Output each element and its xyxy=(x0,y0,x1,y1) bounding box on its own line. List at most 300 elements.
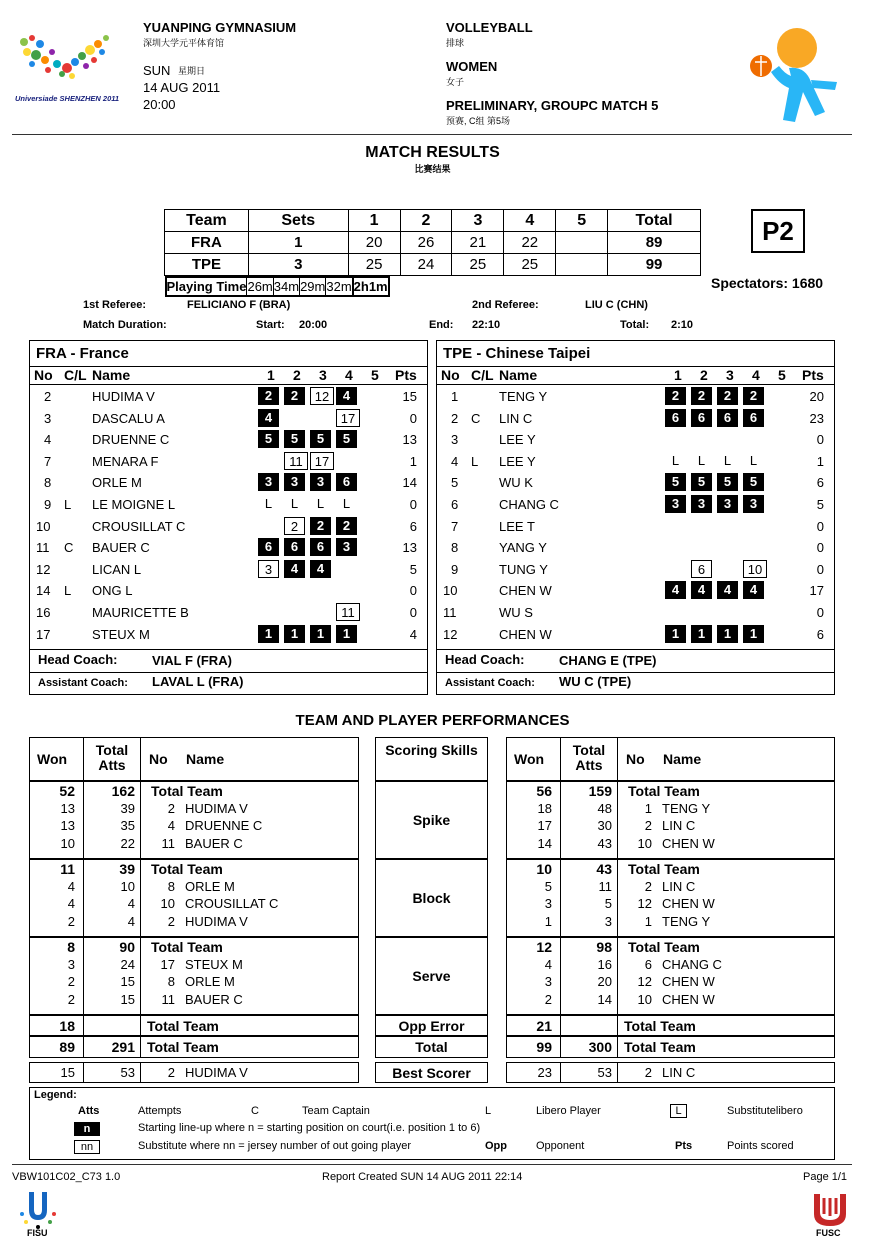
summary-name: Total Team xyxy=(624,1018,696,1034)
col-set5: 5 xyxy=(778,367,786,383)
atts-value: 30 xyxy=(597,818,612,833)
player-row xyxy=(437,516,834,537)
atts-value: 53 xyxy=(120,1065,135,1080)
perf-group xyxy=(29,937,359,1015)
skill-summary-label: Best Scorer xyxy=(392,1065,471,1081)
atts-value: 43 xyxy=(596,861,612,877)
summary-name: Total Team xyxy=(147,1018,219,1034)
atts-value: 43 xyxy=(597,835,612,851)
atts-value: 35 xyxy=(120,818,135,833)
player-pts: 23 xyxy=(809,410,824,426)
player-name-value: STEUX M xyxy=(185,956,243,972)
player-name: YANG Y xyxy=(499,540,547,556)
player-no: 14 xyxy=(36,583,51,599)
won-value: 99 xyxy=(536,1039,552,1055)
won-value: 2 xyxy=(544,991,552,1007)
won-value: 23 xyxy=(537,1065,552,1080)
atts-value: 16 xyxy=(597,956,612,972)
playing-time-set: 32m xyxy=(326,279,352,294)
ref1-label: 1st Referee: xyxy=(83,299,146,311)
won-value: 13 xyxy=(60,818,75,833)
total-team-label: Total Team xyxy=(151,783,223,799)
skill-name: Block xyxy=(412,890,451,906)
player-no-value: 2 xyxy=(167,913,175,929)
score-header-row xyxy=(165,210,701,232)
volleyball-mascot-icon xyxy=(745,22,845,127)
sport-cn: 排球 xyxy=(446,38,465,48)
perf-header-cell xyxy=(83,737,141,781)
player-pts: 1 xyxy=(816,453,824,469)
player-no: 11 xyxy=(443,605,457,620)
header-divider xyxy=(12,134,852,135)
col-set2: 2 xyxy=(293,367,301,383)
end-time: 22:10 xyxy=(472,319,501,331)
score-team: TPE xyxy=(165,254,249,276)
logo-caption: Universiade SHENZHEN 2011 xyxy=(14,94,120,103)
starting-position: 3 xyxy=(717,495,738,513)
head-coach-name: CHANG E (TPE) xyxy=(559,653,657,668)
substitute-box: 11 xyxy=(284,452,308,470)
starting-position: 1 xyxy=(691,625,712,643)
player-no-value: 8 xyxy=(167,974,175,989)
skill-name: Spike xyxy=(412,812,451,828)
atts-value: 14 xyxy=(597,991,612,1007)
team-roster-tpe xyxy=(436,340,835,695)
starting-position: 3 xyxy=(284,473,305,491)
col-set1: 1 xyxy=(267,367,275,383)
won-header: Won xyxy=(514,751,545,767)
player-no: 16 xyxy=(36,605,51,620)
won-value: 56 xyxy=(536,783,552,799)
player-row xyxy=(437,559,834,580)
starting-position: 2 xyxy=(258,387,279,405)
won-value: 4 xyxy=(544,956,552,972)
perf-summary-cell xyxy=(560,1015,618,1036)
player-pts: 0 xyxy=(409,410,417,426)
player-no: 9 xyxy=(44,497,52,512)
player-no-value: 4 xyxy=(167,818,175,833)
player-name-value: CHEN W xyxy=(662,835,715,851)
legend-l: L xyxy=(485,1105,492,1117)
player-name: LEE Y xyxy=(499,453,536,469)
col-set3: 3 xyxy=(319,367,327,383)
player-name: MENARA F xyxy=(92,453,159,469)
player-no: 4 xyxy=(451,453,459,469)
player-name-value: CHEN W xyxy=(662,974,715,989)
player-no-value: 1 xyxy=(644,800,652,816)
score-sets: 1 xyxy=(248,232,348,254)
score-col-set2: 2 xyxy=(400,210,452,232)
player-no: 6 xyxy=(451,497,459,512)
player-pts: 6 xyxy=(816,626,824,642)
won-value: 12 xyxy=(536,939,552,955)
duration-label: Match Duration: xyxy=(83,319,167,331)
score-total: 89 xyxy=(608,232,701,254)
player-name-value: BAUER C xyxy=(185,835,243,851)
atts-value: 15 xyxy=(120,991,135,1007)
head-coach-label: Head Coach: xyxy=(445,652,525,667)
player-pts: 4 xyxy=(409,626,417,642)
starting-position: 3 xyxy=(691,495,712,513)
total-team-label: Total Team xyxy=(151,861,223,877)
won-value: 8 xyxy=(67,939,75,955)
starting-position: 2 xyxy=(284,387,305,405)
starting-position: 1 xyxy=(258,625,279,643)
score-col-total: Total xyxy=(608,210,701,232)
legend-nn: nn xyxy=(74,1140,100,1154)
starting-position: 2 xyxy=(717,387,738,405)
player-name: CHANG C xyxy=(499,497,559,512)
score-sets: 3 xyxy=(248,254,348,276)
day: SUN xyxy=(143,63,171,78)
legend-pts-desc: Points scored xyxy=(727,1140,794,1152)
score-col-team: Team xyxy=(165,210,249,232)
won-value: 2 xyxy=(67,991,75,1007)
total-team-label: Total Team xyxy=(628,939,700,955)
atts-value: 5 xyxy=(604,896,612,911)
won-value: 5 xyxy=(544,878,552,894)
name-header: Name xyxy=(186,751,225,767)
atts-value: 24 xyxy=(120,956,135,972)
player-no: 10 xyxy=(443,583,458,599)
legend-n-desc: Starting line-up where n = starting position on court(i.e. position 1 to 6) xyxy=(138,1122,481,1134)
player-row xyxy=(30,451,427,472)
score-col-set5: 5 xyxy=(556,210,608,232)
venue: YUANPING GYMNASIUM xyxy=(143,20,297,35)
player-row xyxy=(437,472,834,493)
player-name-value: ORLE M xyxy=(185,878,235,894)
player-no-value: 11 xyxy=(161,835,175,851)
legend-title: Legend: xyxy=(34,1089,77,1101)
player-row xyxy=(437,386,834,407)
player-row xyxy=(30,559,427,580)
player-name-value: TENG Y xyxy=(662,913,711,929)
score-table xyxy=(164,209,701,294)
report-badge: P2 xyxy=(751,209,805,253)
player-row xyxy=(30,580,427,601)
player-no-value: 6 xyxy=(644,956,652,972)
perf-summary-row xyxy=(29,1015,359,1036)
starting-position: 2 xyxy=(691,387,712,405)
perf-group-cell xyxy=(83,859,141,937)
player-no: 3 xyxy=(44,410,52,426)
skill-summary-cell xyxy=(375,1036,488,1058)
player-name: LE MOIGNE L xyxy=(92,497,176,512)
col-set5: 5 xyxy=(371,367,379,383)
won-value: 11 xyxy=(60,861,75,877)
player-no-value: 10 xyxy=(637,991,652,1007)
player-name-value: LIN C xyxy=(662,878,696,894)
player-cl: L xyxy=(64,583,72,599)
legend-lbox-desc: Substitutelibero xyxy=(727,1105,803,1117)
perf-summary-cell xyxy=(83,1015,141,1036)
score-total: 99 xyxy=(608,254,701,276)
won-value: 21 xyxy=(536,1018,552,1034)
won-value: 15 xyxy=(60,1065,75,1080)
substitute-box: 6 xyxy=(691,560,712,578)
player-no: 4 xyxy=(44,432,52,448)
skill-summary-label: Opp Error xyxy=(398,1018,465,1034)
player-pts: 6 xyxy=(816,475,824,491)
player-name-value: TENG Y xyxy=(662,800,711,816)
score-set: 25 xyxy=(504,254,556,276)
col-cl: C/L xyxy=(471,367,494,383)
no-header: No xyxy=(149,751,168,767)
playing-time-row xyxy=(165,276,390,297)
libero-mark: L xyxy=(697,452,706,468)
starting-position: 3 xyxy=(258,473,279,491)
starting-position: 1 xyxy=(665,625,686,643)
assistant-coach-label: Assistant Coach: xyxy=(38,677,128,689)
starting-position: 5 xyxy=(258,430,279,448)
footer-divider xyxy=(12,1164,852,1165)
perf-group xyxy=(506,937,835,1015)
atts-value: 53 xyxy=(597,1065,612,1080)
player-pts: 0 xyxy=(816,518,824,534)
report-created: Report Created SUN 14 AUG 2011 22:14 xyxy=(322,1171,523,1183)
total-team-label: Total Team xyxy=(628,783,700,799)
starting-position: 5 xyxy=(284,430,305,448)
playing-time-set: 29m xyxy=(300,279,326,294)
won-value: 4 xyxy=(67,878,75,894)
won-value: 18 xyxy=(537,800,552,816)
starting-position: 2 xyxy=(336,517,357,535)
libero-mark: L xyxy=(264,496,273,511)
legend-lbox: L xyxy=(670,1104,687,1118)
substitute-box: 11 xyxy=(336,603,360,621)
atts-header: Total Atts xyxy=(95,742,129,773)
player-row xyxy=(437,494,834,515)
team-name-divider xyxy=(437,366,834,367)
player-no: 2 xyxy=(44,389,52,404)
player-no-value: 2 xyxy=(167,1065,175,1080)
perf-summary-cell xyxy=(560,1062,618,1083)
won-value: 18 xyxy=(59,1018,75,1034)
player-name-value: HUDIMA V xyxy=(185,800,248,816)
won-value: 17 xyxy=(537,818,552,833)
perf-group xyxy=(506,781,835,859)
team-name-divider xyxy=(30,366,427,367)
starting-position: 6 xyxy=(691,409,712,427)
skills-header xyxy=(375,737,488,781)
starting-position: 2 xyxy=(310,517,331,535)
header-divider xyxy=(30,384,427,385)
starting-position: 4 xyxy=(284,560,305,578)
phase: PRELIMINARY, GROUPC MATCH 5 xyxy=(446,98,659,113)
legend-nn-desc: Substitute where nn = jersey number of out going player xyxy=(138,1140,412,1152)
player-name: BAUER C xyxy=(92,540,150,556)
player-pts: 15 xyxy=(402,389,417,404)
perf-summary-cell xyxy=(560,1036,618,1058)
legend-opp: Opp xyxy=(485,1140,507,1152)
player-name-value: ORLE M xyxy=(185,974,235,989)
atts-value: 4 xyxy=(127,896,135,911)
player-no: 1 xyxy=(451,389,459,404)
player-pts: 14 xyxy=(402,475,417,491)
starting-position: 4 xyxy=(665,581,686,599)
won-value: 89 xyxy=(59,1039,75,1055)
player-name-value: LIN C xyxy=(662,818,696,833)
player-no: 11 xyxy=(36,540,50,556)
sport: VOLLEYBALL xyxy=(446,20,533,35)
player-name: CHEN W xyxy=(499,583,552,599)
player-pts: 20 xyxy=(809,389,824,404)
score-row-tpe xyxy=(165,254,701,276)
phase-cn: 预赛, C组 第5场 xyxy=(446,116,511,126)
perf-header xyxy=(506,737,835,781)
won-value: 2 xyxy=(67,974,75,989)
player-name-value: CHEN W xyxy=(662,991,715,1007)
starting-position: 3 xyxy=(336,538,357,556)
player-name-value: DRUENNE C xyxy=(185,818,263,833)
starting-position: 6 xyxy=(284,538,305,556)
player-row xyxy=(437,602,834,623)
fusc-logo xyxy=(810,1190,850,1240)
total-team-label: Total Team xyxy=(151,939,223,955)
player-pts: 5 xyxy=(409,561,417,577)
player-no-value: 12 xyxy=(637,974,652,989)
legend-n: n xyxy=(74,1122,100,1136)
legend-c: C xyxy=(251,1105,259,1117)
score-set: 25 xyxy=(348,254,400,276)
atts-value: 15 xyxy=(120,974,135,989)
starting-position: 6 xyxy=(336,473,357,491)
atts-value: 3 xyxy=(604,913,612,929)
ref2-name: LIU C (CHN) xyxy=(585,299,648,311)
fusc-text: FUSC xyxy=(816,1228,841,1238)
player-row xyxy=(30,602,427,623)
won-value: 13 xyxy=(60,800,75,816)
won-value: 10 xyxy=(536,861,552,877)
libero-mark: L xyxy=(342,496,351,511)
player-no-value: 10 xyxy=(637,835,652,851)
starting-position: 6 xyxy=(310,538,331,556)
player-row xyxy=(437,429,834,450)
player-no: 8 xyxy=(451,540,459,556)
player-pts: 6 xyxy=(409,518,417,534)
player-no-value: 11 xyxy=(161,991,175,1007)
starting-position: 1 xyxy=(743,625,764,643)
playing-time-label: Playing Time xyxy=(166,279,247,294)
fisu-text: FISU xyxy=(27,1228,48,1238)
playing-time-set: 26m xyxy=(247,279,273,294)
start-label: Start: xyxy=(256,319,285,331)
atts-header: Total Atts xyxy=(572,742,606,773)
player-name: CROUSILLAT C xyxy=(92,518,186,534)
atts-value: 162 xyxy=(111,783,135,799)
venue-cn: 深圳大学元平体育馆 xyxy=(143,38,225,48)
perf-group xyxy=(29,859,359,937)
perf-group xyxy=(506,859,835,937)
player-no: 17 xyxy=(36,626,51,642)
universiade-logo xyxy=(12,30,122,110)
skill-cell xyxy=(375,937,488,1015)
starting-position: 4 xyxy=(258,409,279,427)
won-value: 52 xyxy=(59,783,75,799)
player-no-value: 17 xyxy=(160,956,175,972)
report-code: VBW101C02_C73 1.0 xyxy=(12,1171,121,1183)
atts-value: 291 xyxy=(111,1039,135,1055)
summary-name: HUDIMA V xyxy=(185,1065,248,1080)
starting-position: 4 xyxy=(310,560,331,578)
col-no: No xyxy=(34,367,53,383)
won-value: 3 xyxy=(544,896,552,911)
player-name: TUNG Y xyxy=(499,561,548,577)
player-no: 3 xyxy=(451,432,459,448)
player-name-value: CHEN W xyxy=(662,896,715,911)
score-set: 25 xyxy=(452,254,504,276)
ref1-name: FELICIANO F (BRA) xyxy=(187,299,291,311)
playing-time-set: 34m xyxy=(273,279,300,294)
player-row xyxy=(437,451,834,472)
player-name: DRUENNE C xyxy=(92,432,170,448)
skill-summary-label: Total xyxy=(415,1039,448,1055)
starting-position: 6 xyxy=(743,409,764,427)
score-set: 20 xyxy=(348,232,400,254)
libero-mark: L xyxy=(723,452,732,468)
player-no: 12 xyxy=(443,626,458,642)
substitute-box: 17 xyxy=(310,452,334,470)
player-no-value: 1 xyxy=(644,913,652,929)
col-set4: 4 xyxy=(345,367,353,383)
ref2-label: 2nd Referee: xyxy=(472,299,539,311)
score-set: 26 xyxy=(400,232,452,254)
col-set3: 3 xyxy=(726,367,734,383)
won-value: 2 xyxy=(67,913,75,929)
player-name: WU S xyxy=(499,605,533,620)
perf-summary-cell xyxy=(83,1062,141,1083)
atts-value: 48 xyxy=(597,800,612,816)
starting-position: 4 xyxy=(743,581,764,599)
player-pts: 1 xyxy=(409,453,417,469)
starting-position: 5 xyxy=(336,430,357,448)
legend-atts: Atts xyxy=(78,1105,100,1117)
player-name: ORLE M xyxy=(92,475,142,491)
perf-summary-row xyxy=(29,1062,359,1083)
skill-cell xyxy=(375,859,488,937)
starting-position: 2 xyxy=(665,387,686,405)
score-set xyxy=(556,232,608,254)
asst-divider xyxy=(437,672,834,673)
col-set2: 2 xyxy=(700,367,708,383)
score-col-set1: 1 xyxy=(348,210,400,232)
player-pts: 17 xyxy=(809,583,824,599)
score-set: 24 xyxy=(400,254,452,276)
starting-position: 1 xyxy=(284,625,305,643)
score-col-sets: Sets xyxy=(248,210,348,232)
starting-position: 6 xyxy=(717,409,738,427)
end-label: End: xyxy=(429,319,454,331)
score-col-set4: 4 xyxy=(504,210,556,232)
col-no: No xyxy=(441,367,460,383)
assistant-coach-name: WU C (TPE) xyxy=(559,674,632,689)
date: 14 AUG 2011 xyxy=(143,80,221,95)
col-pts: Pts xyxy=(802,367,824,383)
player-no: 5 xyxy=(451,475,459,491)
summary-name: LIN C xyxy=(662,1065,696,1080)
perf-group-cell xyxy=(83,781,141,859)
assistant-coach-name: LAVAL L (FRA) xyxy=(152,674,244,689)
player-pts: 13 xyxy=(402,540,417,556)
asst-divider xyxy=(30,672,427,673)
player-no-value: 12 xyxy=(637,896,652,911)
team-roster-fra xyxy=(29,340,428,695)
page-number: Page 1/1 xyxy=(803,1171,848,1183)
legend-pts: Pts xyxy=(675,1140,693,1152)
player-name: TENG Y xyxy=(499,389,548,404)
summary-name: Total Team xyxy=(147,1039,219,1055)
starting-position: 4 xyxy=(691,581,712,599)
